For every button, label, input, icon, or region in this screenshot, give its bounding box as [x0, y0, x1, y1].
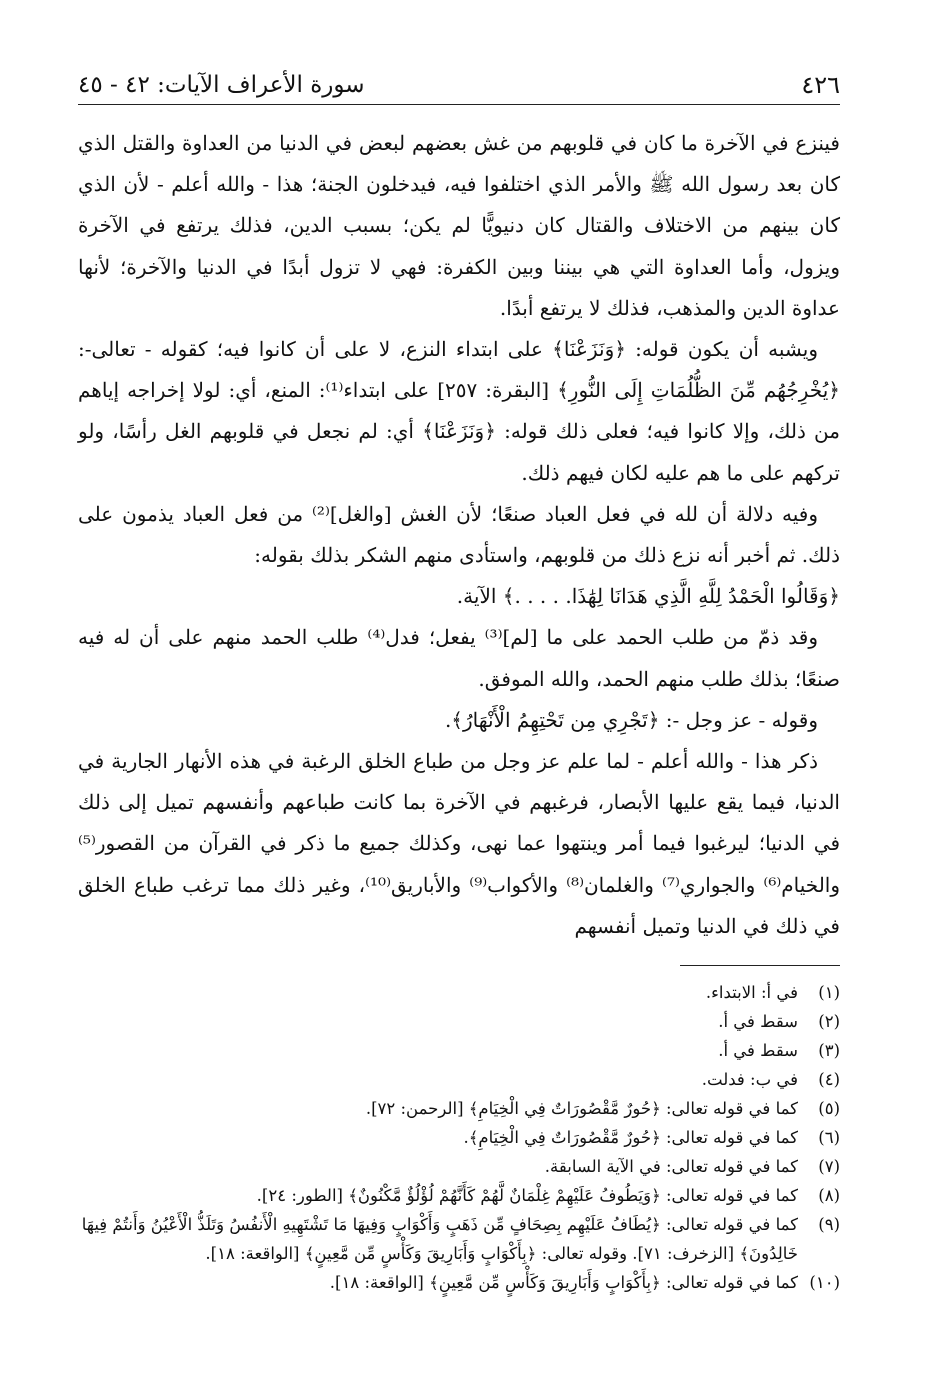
- footnote-number: (٤): [818, 1070, 840, 1090]
- footnote-separator: [680, 965, 840, 966]
- page-number: ٤٢٦: [801, 71, 840, 100]
- paragraph-2: ويشبه أن يكون قوله: ﴿وَنَزَعْنَا﴾ على ابتداء النزع، لا على أن كانوا فيه؛ كقوله - تعالى-: ﴿يُخْرِجُهُم مِّنَ الظُّلُمَاتِ إِلَى النُّورِ﴾ [البقرة: ٢٥٧] على ابتداء⁽¹⁾: المنع، أي: لولا إخراجه إياهم من ذلك، وإلا كانوا فيه؛ فعلى ذلك قوله: ﴿وَنَزَعْنَا﴾ أي: لم نجعل في قلوبهم الغل رأسًا، ولو تركهم على ما هم عليه لكان فيهم ذلك.: [78, 337, 840, 485]
- footnote-number: (٧): [818, 1157, 840, 1177]
- footnote-number: (٥): [818, 1099, 840, 1119]
- paragraph-3: وفيه دلالة أن لله في فعل العباد صنعًا؛ لأن الغش [والغل]⁽²⁾ من فعل العباد يذمون على ذلك. ثم أخبر أنه نزع ذلك من قلوبهم، واستأدى منهم الشكر بذلك بقوله:: [78, 501, 840, 568]
- footnote-text: في أ: الابتداء.: [705, 983, 798, 1003]
- footnote-text: كما في قوله تعالى: ﴿يُطَافُ عَلَيْهِم بِصِحَافٍ مِّن ذَهَبٍ وَأَكْوَابٍ وَفِيهَا مَا تَشْتَهِيهِ الْأَنفُسُ وَتَلَذُّ الْأَعْيُنُ وَأَنتُمْ فِيهَا خَالِدُونَ﴾ [الزخرف: ٧١]. وقوله تعالى: ﴿بِأَكْوَابٍ وَأَبَارِيقَ وَكَأْسٍ مِّن مَّعِينٍ﴾ [الواقعة: ١٨].: [81, 1215, 798, 1264]
- paragraph-4: وقد ذمّ من طلب الحمد على ما [لم]⁽³⁾ يفعل؛ فدل⁽⁴⁾ طلب الحمد منهم على أن له فيه صنعًا؛ بذلك طلب منهم الحمد، والله الموفق.: [78, 625, 840, 691]
- paragraph-5: وقوله - عز وجل -: ﴿تَجْرِي مِن تَحْتِهِمُ الْأَنْهَارُ﴾.: [444, 707, 818, 732]
- footnote-text: كما في قوله تعالى: في الآية السابقة.: [544, 1157, 798, 1177]
- footnote: [78, 1036, 840, 1065]
- paragraph-1: فينزع في الآخرة ما كان في قلوبهم من غش بعضهم لبعض في الدنيا من العداوة والقتل الذي كان بعد رسول الله ﷺ والأمر الذي اختلفوا فيه، فيدخلون الجنة؛ هذا - والله أعلم - لأن الذي كان بينهم من الاختلاف والقتال كان دنيويًّا لم يكن؛ بسبب الدين، فذلك يرتفع في الآخرة ويزول، وأما العداوة التي هي بيننا وبين الكفرة: فهي لا تزول أبدًا في الدنيا والآخرة؛ لأنها عداوة الدين والمذهب، فذلك لا يرتفع أبدًا.: [78, 131, 841, 320]
- book-page: [78, 60, 840, 1380]
- footnote-number: (٢): [818, 1012, 840, 1032]
- footnote-number: (٨): [818, 1186, 840, 1206]
- footnote: [78, 1152, 840, 1181]
- paragraph-6: ذكر هذا - والله أعلم - لما علم عز وجل من طباع الخلق الرغبة في هذه الأنهار الجارية في الدنيا، فيما يقع عليها الأبصار، فرغبهم في الآخرة بما كانت طباعهم وأنفسهم تميل إلى ذلك في الدنيا؛ ليرغبوا فيما أمر وينتهوا عما نهى، وكذلك جميع ما ذكر في القرآن من القصور⁽⁵⁾ والخيام⁽⁶⁾ والجواري⁽⁷⁾ والغلمان⁽⁸⁾ والأكواب⁽⁹⁾ والأباريق⁽¹⁰⁾، وغير ذلك مما ترغب طباع الخلق في ذلك في الدنيا وتميل أنفسهم: [78, 749, 841, 938]
- footnote: [78, 1181, 840, 1210]
- footnote: [78, 1210, 840, 1268]
- footnotes: [78, 978, 840, 1297]
- footnote: [78, 1065, 840, 1094]
- footnote-text: كما في قوله تعالى: ﴿بِأَكْوَابٍ وَأَبَارِيقَ وَكَأْسٍ مِّن مَّعِينٍ﴾ [الواقعة: ١٨].: [329, 1273, 798, 1293]
- footnote-number: (١): [818, 983, 840, 1003]
- footnote-text: كما في قوله تعالى: ﴿حُورٌ مَّقْصُورَاتٌ فِي الْخِيَامِ﴾.: [463, 1128, 798, 1148]
- footnote-text: سقط في أ.: [718, 1041, 798, 1061]
- main-text: [78, 123, 840, 947]
- running-title: سورة الأعراف الآيات: ٤٢ - ٤٥: [78, 72, 365, 99]
- quran-verse-line: ﴿وَقَالُوا الْحَمْدُ لِلَّهِ الَّذِي هَدَانَا لِهَٰذَا. . . . .﴾ الآية.: [456, 584, 840, 609]
- footnote-text: كما في قوله تعالى: ﴿وَيَطُوفُ عَلَيْهِمْ غِلْمَانٌ لَّهُمْ كَأَنَّهُمْ لُؤْلُؤٌ مَّكْنُونٌ﴾ [الطور: ٢٤].: [256, 1186, 798, 1206]
- footnote-number: (١٠): [809, 1273, 840, 1293]
- footnote: [78, 1007, 840, 1036]
- page-header: [78, 60, 840, 105]
- footnote: [78, 1123, 840, 1152]
- footnote-text: في ب: فدلت.: [701, 1070, 798, 1090]
- footnote-number: (٩): [818, 1215, 840, 1235]
- footnote: [78, 978, 840, 1007]
- footnote: [78, 1094, 840, 1123]
- footnote-text: سقط في أ.: [718, 1012, 798, 1032]
- footnote-text: كما في قوله تعالى: ﴿حُورٌ مَّقْصُورَاتٌ فِي الْخِيَامِ﴾ [الرحمن: ٧٢].: [365, 1099, 798, 1119]
- footnote-number: (٦): [818, 1128, 840, 1148]
- footnote-number: (٣): [818, 1041, 840, 1061]
- footnote: [78, 1268, 840, 1297]
